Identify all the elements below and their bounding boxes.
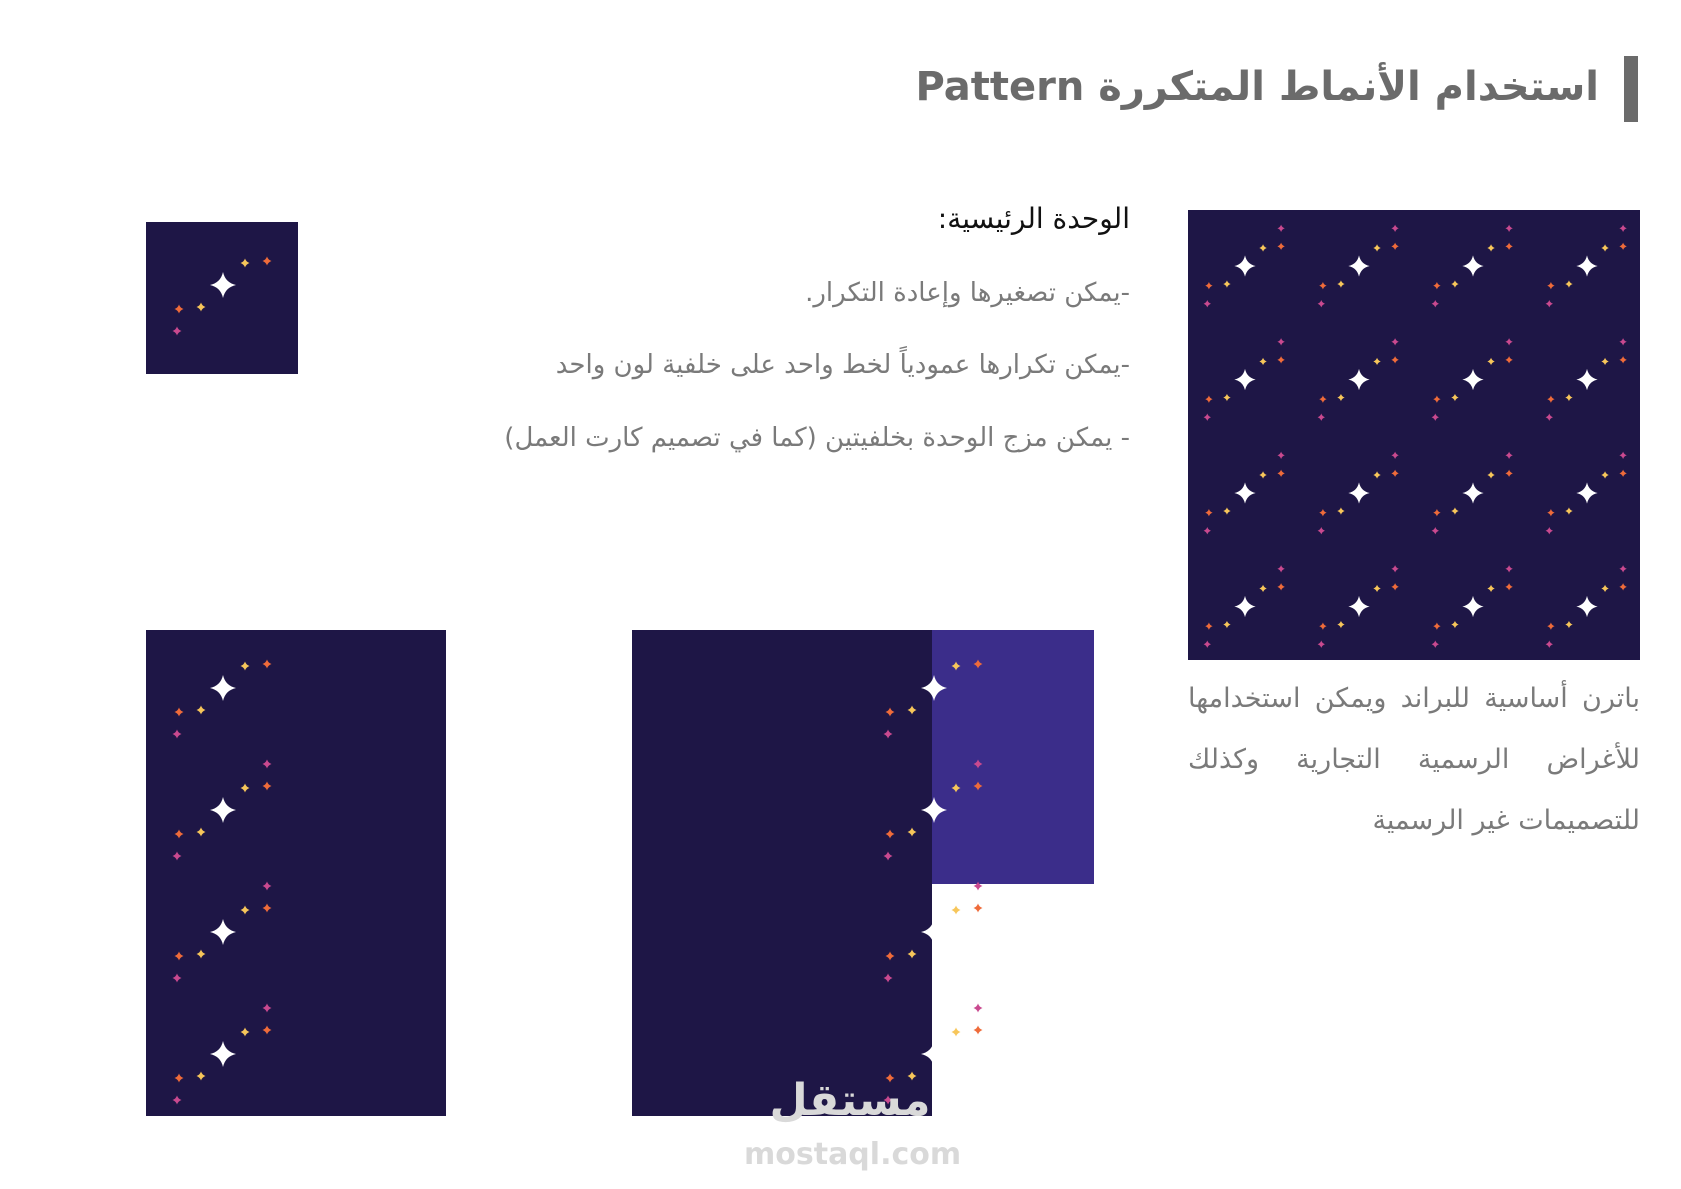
dual-background-navy xyxy=(632,630,932,1116)
watermark-url: mostaql.com xyxy=(744,1137,962,1172)
sparkle-dot-icon xyxy=(974,904,983,913)
sparkle-dot-icon xyxy=(952,1028,961,1037)
unit-bullet-3: - يمكن مزج الوحدة بخلفيتين (كما في تصميم كارت العمل) xyxy=(504,423,1130,453)
tile-background xyxy=(1188,210,1640,660)
sparkle-dot-icon xyxy=(952,906,961,915)
two-background-sample xyxy=(632,630,1094,1116)
vertical-repeat-sample xyxy=(146,630,446,1116)
tiled-pattern xyxy=(1188,210,1640,660)
unit-bullet-1: -يمكن تصغيرها وإعادة التكرار. xyxy=(805,278,1130,308)
sparkle-dot-icon xyxy=(974,1004,983,1013)
main-unit-sample xyxy=(146,222,298,374)
watermark-logo: مستقل xyxy=(769,1075,931,1126)
unit-background xyxy=(146,222,298,374)
page-title: استخدام الأنماط المتكررة Pattern xyxy=(915,64,1599,110)
sparkle-dot-icon xyxy=(974,1026,983,1035)
title-accent-bar xyxy=(1624,56,1638,122)
unit-bullet-2: -يمكن تكرارها عمودياً لخط واحد على خلفية لون واحد xyxy=(555,350,1130,380)
pattern-caption: باترن أساسية للبراند ويمكن استخدامها للأغراض الرسمية التجارية وكذلك للتصميمات غير الرسمية xyxy=(1188,683,1640,836)
unit-heading: الوحدة الرئيسية: xyxy=(937,202,1130,235)
vertical-background xyxy=(146,630,446,1116)
